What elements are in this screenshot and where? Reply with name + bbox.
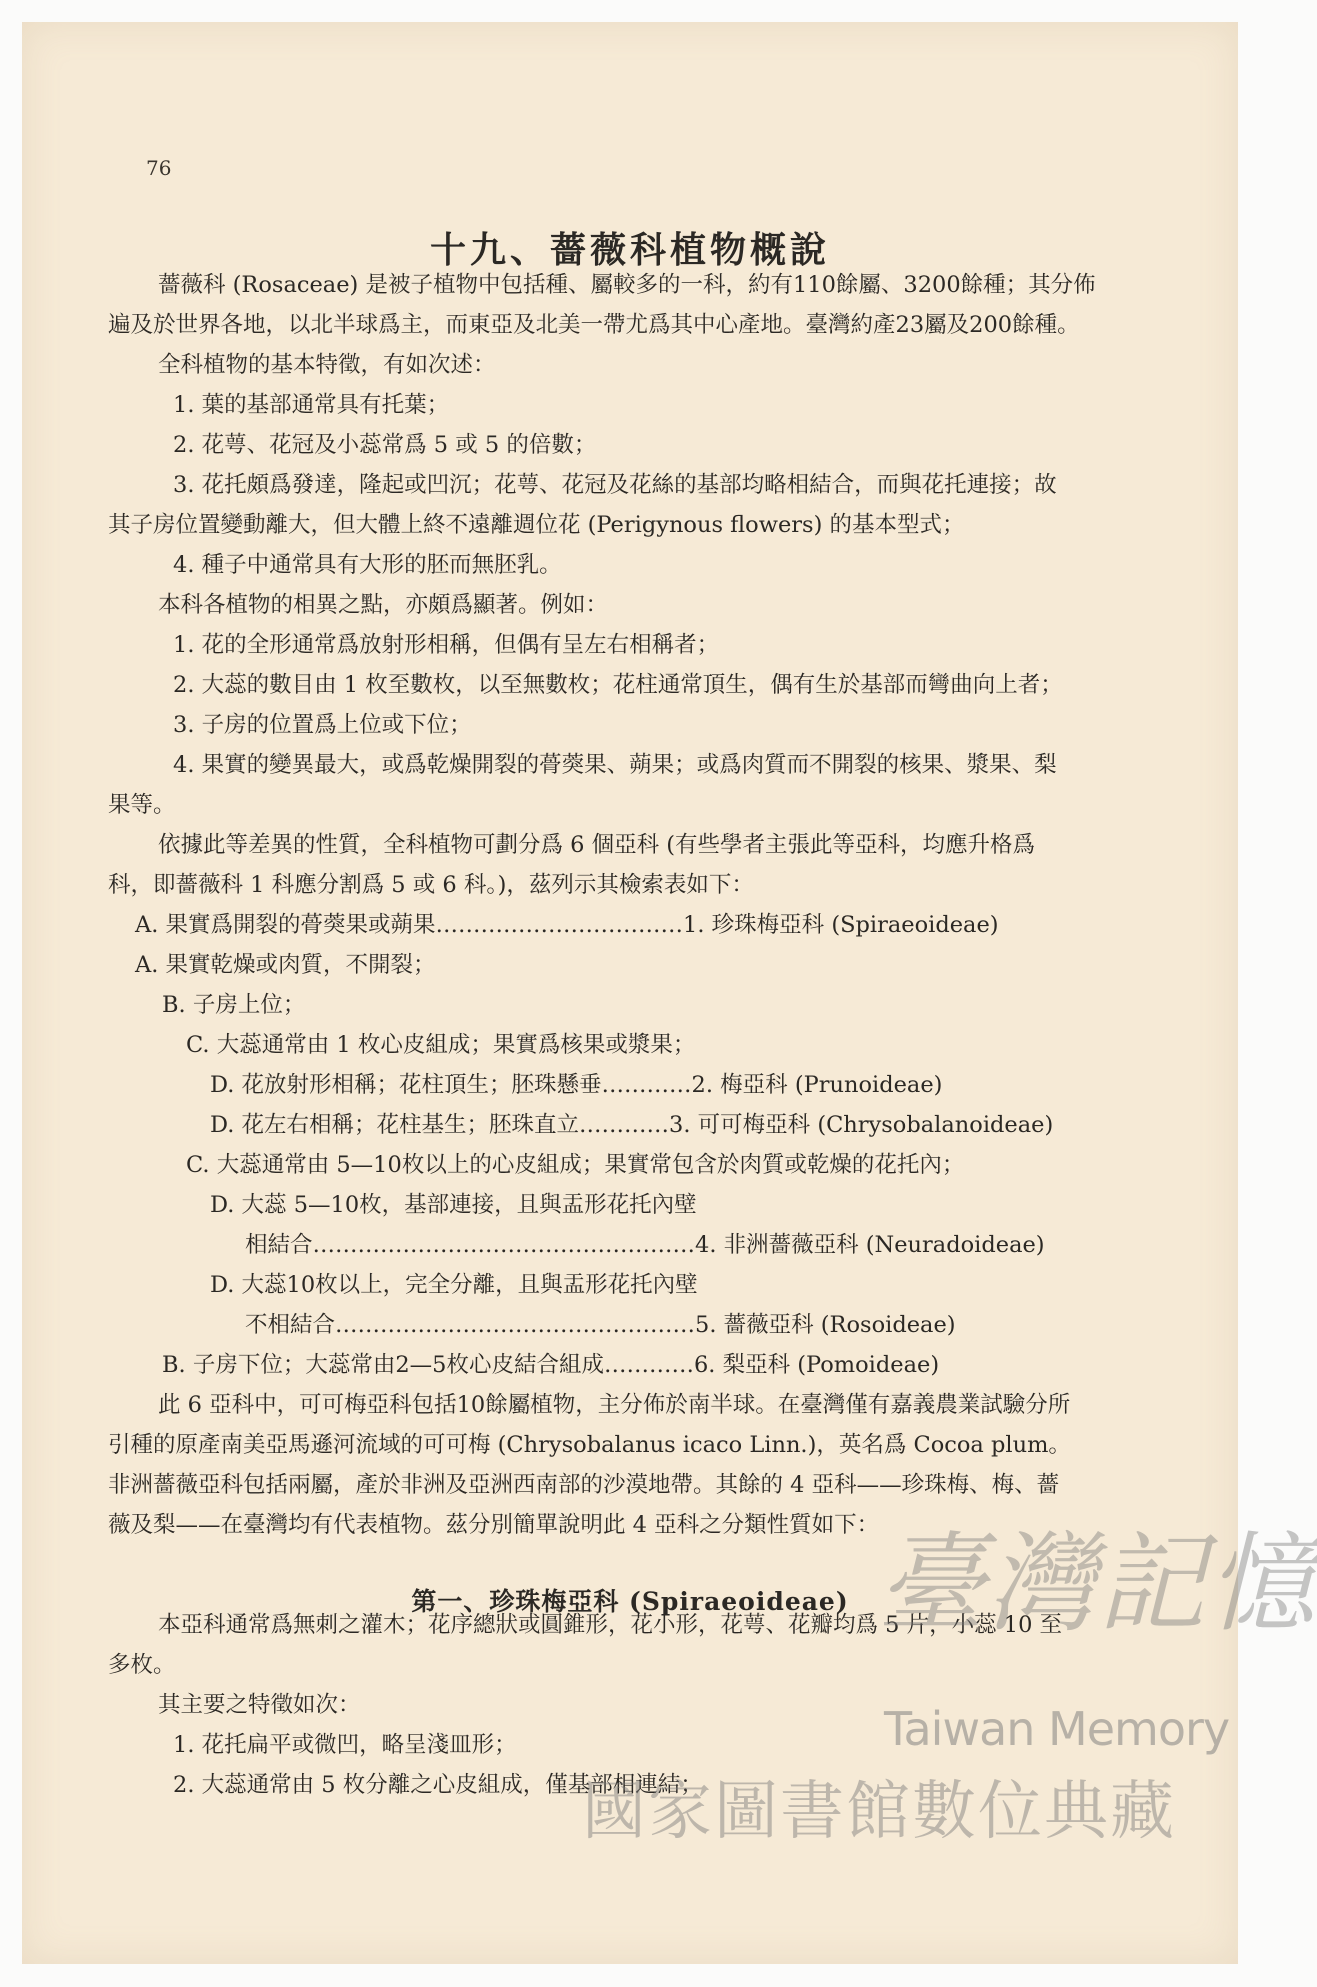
text-line: 依據此等差異的性質，全科植物可劃分爲 6 個亞科 (有些學者主張此等亞科，均應升格爲 (158, 832, 1036, 858)
text-line: 3. 子房的位置爲上位或下位； (173, 712, 472, 738)
text-line: A. 果實乾燥或肉質，不開裂； (135, 952, 436, 978)
text-line: 2. 大蕊通常由 5 枚分離之心皮組成，僅基部相連結； (173, 1772, 703, 1798)
text-line: 相結合……………………………………………4. 非洲薔薇亞科 (Neuradoideae) (245, 1232, 1045, 1258)
section-heading: 第一、珍珠梅亞科 (Spiraeoideae) (411, 1587, 849, 1616)
text-line: 遍及於世界各地，以北半球爲主，而東亞及北美一帶尤爲其中心產地。臺灣約產23屬及200餘種。 (108, 312, 1080, 338)
text-line: 不相結合…………………………………………5. 薔薇亞科 (Rosoideae) (245, 1312, 956, 1338)
book-page (22, 22, 1317, 1964)
text-line: 果等。 (108, 792, 176, 818)
text-line: 其子房位置變動離大，但大體上終不遠離週位花 (Perigynous flowers) 的基本型式； (108, 512, 965, 538)
text-line: 科，即薔薇科 1 科應分割爲 5 或 6 科。)，茲列示其檢索表如下： (108, 872, 754, 898)
text-line: 薔薇科 (Rosaceae) 是被子植物中包括種、屬較多的一科，約有110餘屬、3200餘種；其分佈 (158, 272, 1096, 298)
text-line: 1. 花托扁平或微凹，略呈淺皿形； (173, 1732, 517, 1758)
text-line: 引種的原產南美亞馬遜河流域的可可梅 (Chrysobalanus icaco Linn.)，英名爲 Cocoa plum。 (108, 1432, 1071, 1458)
watermark-taiwan-memory-en: Taiwan Memory (884, 1702, 1230, 1756)
text-line: 4. 果實的變異最大，或爲乾燥開裂的蓇葖果、蒴果；或爲肉質而不開裂的核果、漿果、梨 (173, 752, 1057, 778)
text-line: 3. 花托頗爲發達，隆起或凹沉；花萼、花冠及花絲的基部均略相結合，而與花托連接；故 (173, 472, 1057, 498)
text-line: D. 花放射形相稱；花柱頂生；胚珠懸垂…………2. 梅亞科 (Prunoideae) (210, 1072, 943, 1098)
text-line: 全科植物的基本特徵，有如次述： (158, 352, 496, 378)
text-line: C. 大蕊通常由 1 枚心皮組成；果實爲核果或漿果； (186, 1032, 696, 1058)
text-line: A. 果實爲開裂的蓇葖果或蒴果……………………………1. 珍珠梅亞科 (Spiraeoideae) (135, 912, 999, 938)
watermark-taiwan-memory-cjk: 臺灣記憶 (877, 1522, 1317, 1647)
text-line: 4. 種子中通常具有大形的胚而無胚乳。 (173, 552, 562, 578)
text-line: D. 花左右相稱；花柱基生；胚珠直立…………3. 可可梅亞科 (Chrysobalanoideae) (210, 1112, 1054, 1138)
chapter-title: 十九、薔薇科植物概說 (429, 229, 830, 271)
text-line: 本亞科通常爲無刺之灌木；花序總狀或圓錐形，花小形，花萼、花瓣均爲 5 片，小蕊 10 至 (158, 1612, 1063, 1638)
text-line: 1. 花的全形通常爲放射形相稱，但偶有呈左右相稱者； (173, 632, 720, 658)
text-line: 本科各植物的相異之點，亦頗爲顯著。例如： (158, 592, 609, 618)
text-line: 2. 花萼、花冠及小蕊常爲 5 或 5 的倍數； (173, 432, 597, 458)
text-line: 此 6 亞科中，可可梅亞科包括10餘屬植物，主分佈於南半球。在臺灣僅有嘉義農業試驗分所 (158, 1392, 1071, 1418)
text-line: 2. 大蕊的數目由 1 枚至數枚，以至無數枚；花柱通常頂生，偶有生於基部而彎曲向上者； (173, 672, 1063, 698)
text-line: 非洲薔薇亞科包括兩屬，產於非洲及亞洲西南部的沙漠地帶。其餘的 4 亞科——珍珠梅、梅、薔 (108, 1472, 1060, 1498)
text-line: B. 子房上位； (162, 992, 306, 1018)
text-line: C. 大蕊通常由 5—10枚以上的心皮組成；果實常包含於肉質或乾燥的花托內； (186, 1152, 965, 1178)
text-line: D. 大蕊10枚以上，完全分離，且與盂形花托內壁 (210, 1272, 698, 1298)
text-line: 多枚。 (108, 1652, 176, 1678)
text-line: B. 子房下位；大蕊常由2—5枚心皮結合組成…………6. 梨亞科 (Pomoideae) (162, 1352, 940, 1378)
text-line: 其主要之特徵如次： (158, 1692, 361, 1718)
watermark-national-library: 國家圖書館數位典藏 (582, 1775, 1176, 1849)
text-line: 薇及梨——在臺灣均有代表植物。茲分別簡單說明此 4 亞科之分類性質如下： (108, 1512, 880, 1538)
text-line: 1. 葉的基部通常具有托葉； (173, 392, 450, 418)
page-number: 76 (146, 156, 172, 180)
text-line: D. 大蕊 5—10枚，基部連接，且與盂形花托內壁 (210, 1192, 697, 1218)
